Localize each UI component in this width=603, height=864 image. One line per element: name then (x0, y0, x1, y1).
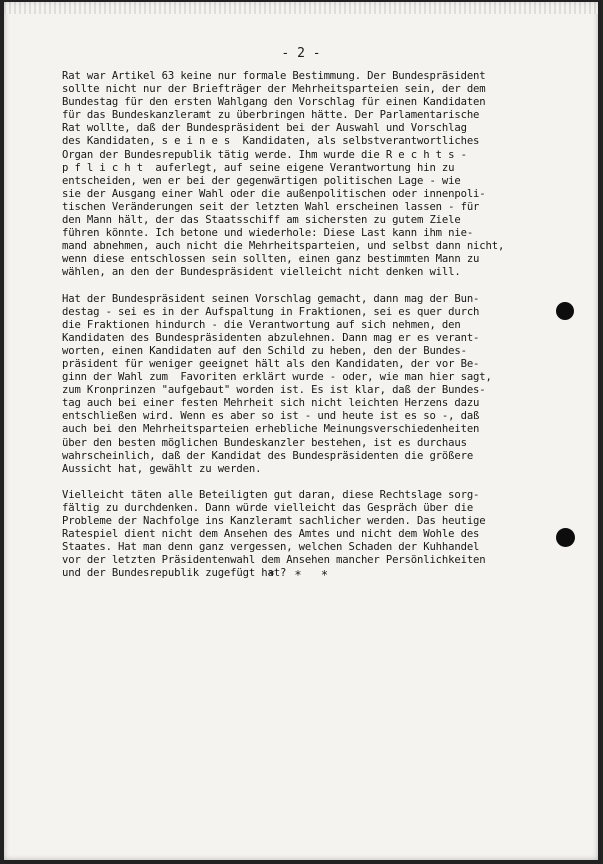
text-line: Rat wollte, daß der Bundespräsident bei der Auswahl und Vorschlag (62, 122, 467, 135)
text-line: auch bei den Mehrheitsparteien erhebliche Meinungsverschiedenheiten (62, 423, 480, 436)
text-line: entscheiden, wen er bei der gegenwärtigen politischen Lage - wie (62, 174, 461, 187)
text-line: sollte nicht nur der Briefträger der Mehrheitsparteien sein, der dem (62, 83, 486, 96)
text-line: Bundestag für den ersten Wahlgang den Vorschlag für einen Kandidaten (62, 96, 486, 109)
text-line: Probleme der Nachfolge ins Kanzleramt sachlicher werden. Das heutige (62, 515, 486, 527)
text-line: über den besten möglichen Bundeskanzler bestehen, ist es durchaus (62, 436, 467, 449)
text-line: Organ der Bundesrepublik tätig werde. Ihm wurde die R e c h t s - (62, 148, 467, 161)
paragraph (62, 70, 562, 280)
text-line: fältig zu durchdenken. Dann würde vielleicht das Gespräch über die (62, 501, 474, 514)
text-line: p f l i c h t auferlegt, auf seine eigene Verantwortung hin zu (62, 161, 455, 174)
text-line: Hat der Bundespräsident seinen Vorschlag gemacht, dann mag der Bun- (62, 292, 480, 305)
text-line: Ratespiel dient nicht dem Ansehen des Amtes und nicht dem Wohle des (62, 528, 480, 541)
text-line: zum Kronprinzen "aufgebaut" worden ist. Es ist klar, daß der Bundes- (62, 384, 486, 397)
text-line: Staates. Hat man denn ganz vergessen, welchen Schaden der Kuhhandel (62, 541, 480, 554)
text-line: tag auch bei einer festen Mehrheit sich nicht leichten Herzens dazu (62, 397, 480, 410)
text-line: führen könnte. Ich betone und wiederhole: Diese Last kann ihm nie- (62, 227, 474, 240)
page-number: - 2 - (281, 46, 321, 61)
paragraph (62, 293, 562, 476)
text-line: Vielleicht täten alle Beteiligten gut daran, diese Rechtslage sorg- (62, 488, 480, 501)
text-line: Aussicht hat, gewählt zu werden. (62, 462, 262, 475)
text-line: worten, einen Kandidaten auf den Schild zu heben, den der Bundes- (62, 344, 467, 357)
text-line: wenn diese entschlossen sein sollten, einen ganz bestimmten Mann zu (62, 253, 480, 266)
text-line: wahrscheinlich, daß der Kandidat des Bundespräsidenten die größere (62, 449, 474, 462)
text-line: und der Bundesrepublik zugefügt hat? (62, 567, 287, 580)
text-line: Rat war Artikel 63 keine nur formale Bestimmung. Der Bundespräsident (62, 70, 486, 82)
text-line: tischen Veränderungen seit der letzten Wahl erscheinen lassen - für (62, 200, 480, 213)
text-line: für das Bundeskanzleramt zu überbringen hätte. Der Parlamentarische (62, 109, 480, 122)
section-separator: * * * (267, 568, 335, 582)
text-line: vor der letzten Präsidentenwahl dem Ansehen mancher Persönlichkeiten (62, 554, 486, 567)
text-line: präsident für weniger geeignet hält als den Kandidaten, der vor Be- (62, 357, 480, 370)
text-line: Kandidaten des Bundespräsidenten abzulehnen. Dann mag er es verant- (62, 331, 480, 344)
ink-blot (556, 528, 575, 547)
document-page (4, 2, 598, 860)
text-line: entschließen wird. Wenn es aber so ist - und heute ist es so -, daß (62, 410, 480, 423)
paragraph (62, 489, 562, 581)
text-line: mand abnehmen, auch nicht die Mehrheitsparteien, und selbst dann nicht, (62, 240, 505, 253)
text-line: sie der Ausgang einer Wahl oder die außenpolitischen oder innenpoli- (62, 187, 486, 200)
text-line: ginn der Wahl zum Favoriten erklärt wurde - oder, wie man hier sagt, (62, 371, 492, 384)
text-line: den Mann hält, der das Staatsschiff am sichersten zu gutem Ziele (62, 214, 461, 227)
text-line: die Fraktionen hindurch - die Verantwortung auf sich nehmen, den (62, 318, 461, 331)
text-line: wählen, an den der Bundespräsident vielleicht nicht denken will. (62, 266, 461, 279)
ink-blot (556, 302, 574, 320)
text-line: des Kandidaten, s e i n e s Kandidaten, als selbstverantwortliches (62, 135, 480, 148)
scan-edge (4, 2, 598, 14)
body-text (62, 70, 562, 593)
text-line: destag - sei es in der Aufspaltung in Fraktionen, sei es quer durch (62, 305, 480, 318)
